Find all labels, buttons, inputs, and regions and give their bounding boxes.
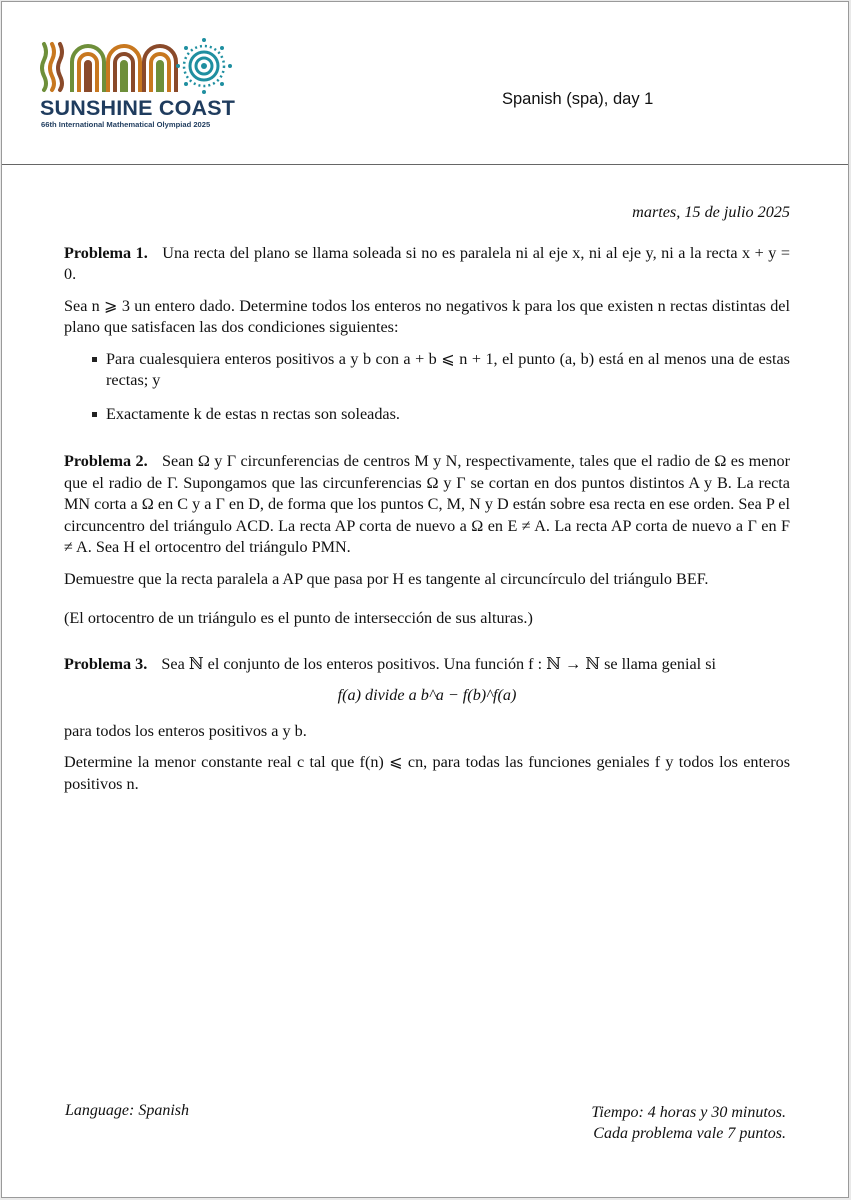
problem-3-condition: para todos los enteros positivos a y b. bbox=[64, 721, 307, 740]
problem-2-statement bbox=[64, 451, 790, 559]
problem-3 bbox=[64, 654, 790, 796]
problem-3-heading: Problema 3. bbox=[64, 654, 148, 673]
exam-page bbox=[1, 1, 849, 1198]
logo-subtitle: 66th International Mathematical Olympiad 2025 bbox=[41, 120, 211, 129]
header-language-day: Spanish (spa), day 1 bbox=[502, 90, 654, 108]
exam-date: martes, 15 de julio 2025 bbox=[632, 203, 790, 221]
problem-3-text: Sea ℕ el conjunto de los enteros positivos. Una función f : ℕ → ℕ se llama genial si bbox=[161, 654, 717, 673]
problem-1-text: Una recta del plano se llama soleada si no es paralela ni al eje x, ni al eje y, ni a la recta x + y = 0. bbox=[64, 243, 790, 283]
list-item: Exactamente k de estas n rectas son soleadas. bbox=[106, 404, 790, 426]
page-header bbox=[2, 2, 848, 165]
problem-3-formula: f(a) divide a b^a − f(b)^f(a) bbox=[337, 686, 517, 704]
problem-2-text: Sean Ω y Γ circunferencias de centros M y N, respectivamente, tales que el radio de Ω es menor que el radio de Γ. Supongamos que las circunferencias Ω y Γ se cortan en dos puntos distintos A y B. La recta MN corta a Ω en C y a Γ en D, de forma que los puntos C, M, N y D están sobre esa recta en ese orden. Sea P el circuncentro del triángulo ACD. La recta AP corta de nuevo a Ω en E ≠ A. La recta AP corta de nuevo a Γ en F ≠ A. Sea H el ortocentro del triángulo PMN. bbox=[64, 452, 791, 556]
footer-points: Cada problema vale 7 puntos. bbox=[593, 1125, 786, 1142]
list-item: Para cualesquiera enteros positivos a y b con a + b ⩽ n + 1, el punto (a, b) está en al menos una de estas rectas; y bbox=[106, 349, 790, 392]
problem-2-heading: Problema 2. bbox=[64, 452, 148, 470]
problem-3-question: Determine la menor constante real c tal que f(n) ⩽ cn, para todas las funciones geniales f y todos los enteros positivos n. bbox=[64, 753, 790, 793]
problem-2-question: Demuestre que la recta paralela a AP que pasa por H es tangente al circuncírculo del triángulo BEF. bbox=[64, 569, 709, 588]
footer-time: Tiempo: 4 horas y 30 minutos. bbox=[591, 1104, 786, 1121]
problem-1-question: Sea n ⩾ 3 un entero dado. Determine todos los enteros no negativos k para los que existen n rectas distintas del plano que satisfacen las dos condiciones siguientes: bbox=[64, 296, 790, 336]
problem-1-heading: Problema 1. bbox=[64, 243, 148, 262]
logo-title: SUNSHINE COAST bbox=[40, 96, 236, 120]
problem-1-conditions bbox=[64, 349, 790, 426]
imo-logo bbox=[40, 36, 236, 132]
problem-1-statement bbox=[64, 243, 790, 286]
problem-2 bbox=[64, 451, 790, 630]
problem-3-statement bbox=[64, 654, 790, 676]
problem-2-note: (El ortocentro de un triángulo es el punto de intersección de sus alturas.) bbox=[64, 609, 533, 627]
footer-language: Language: Spanish bbox=[65, 1102, 189, 1119]
footer-info bbox=[591, 1102, 786, 1144]
logo-emblem-icon bbox=[40, 36, 232, 96]
problem-1 bbox=[64, 243, 790, 426]
exam-content bbox=[64, 202, 790, 805]
